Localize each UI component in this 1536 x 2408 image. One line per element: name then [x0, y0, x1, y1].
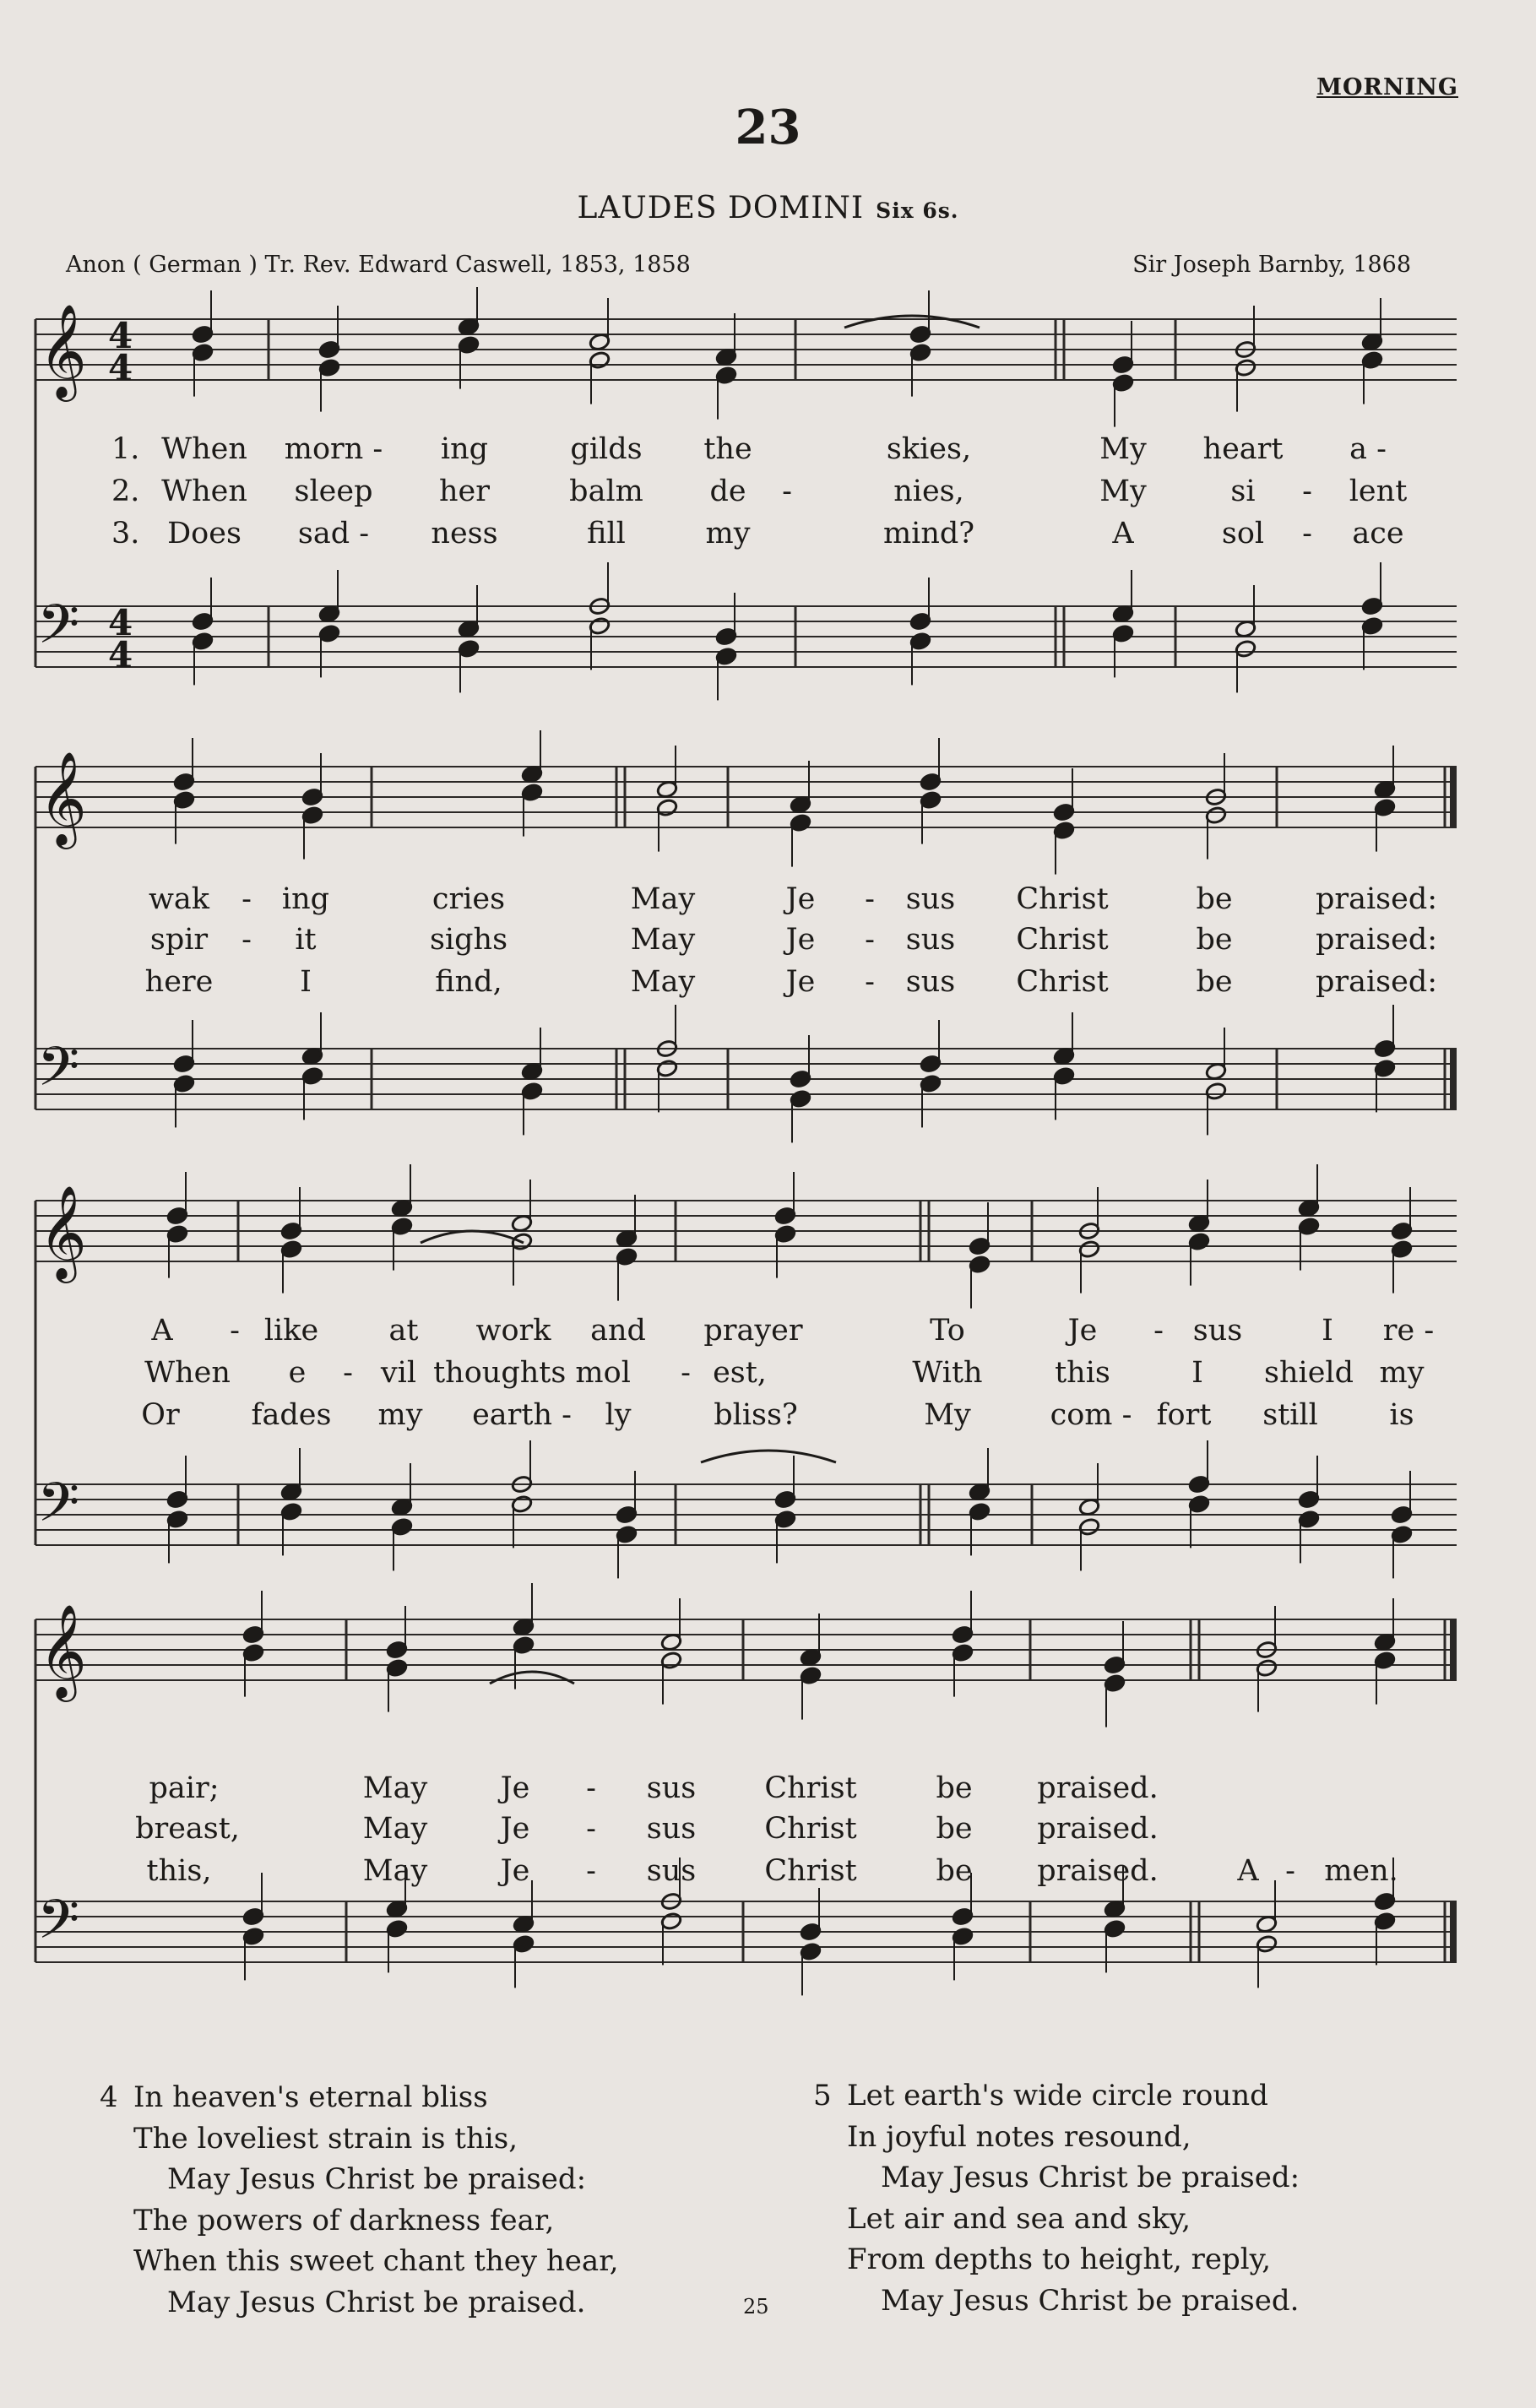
- lyric-syllable: wak: [148, 882, 210, 916]
- lyric-syllable: -: [242, 882, 252, 916]
- bass-clef-icon: 𝄢: [37, 1036, 80, 1112]
- lyric-syllable: Je: [785, 923, 816, 957]
- lyric-syllable: work: [475, 1314, 551, 1348]
- lyric-syllable: ace: [1352, 517, 1404, 550]
- treble-time-signature-bottom: 4: [108, 347, 133, 388]
- lyric-syllable: be: [936, 1771, 973, 1805]
- lyric-syllable: find,: [435, 965, 502, 999]
- lyric-syllable: Je: [785, 965, 816, 999]
- lyric-syllable: and: [590, 1314, 646, 1348]
- lyric-syllable: skies,: [886, 432, 972, 466]
- treble-clef-icon: 𝄞: [39, 1185, 87, 1279]
- lyric-syllable: sad -: [297, 517, 370, 550]
- lyric-syllable: sus: [905, 965, 956, 999]
- lyric-syllable: Christ: [1016, 923, 1109, 957]
- stanza-number: 4: [100, 2080, 118, 2114]
- stanza-line: May Jesus Christ be praised:: [881, 2161, 1300, 2194]
- stanza-line: May Jesus Christ be praised.: [167, 2285, 586, 2319]
- lyric-syllable: -: [586, 1812, 596, 1846]
- section-heading: MORNING: [1316, 74, 1458, 100]
- lyric-syllable: ing: [440, 432, 489, 466]
- bass-clef-icon: 𝄢: [37, 1472, 80, 1548]
- tie-slur: [421, 1231, 524, 1243]
- music-credit: Sir Joseph Barnby, 1868: [1132, 252, 1411, 278]
- lyric-syllable: shield: [1263, 1356, 1354, 1390]
- lyric-syllable: ly: [605, 1398, 632, 1432]
- lyric-syllable: Je: [785, 882, 816, 916]
- stanza-5: [813, 2075, 1300, 2321]
- lyric-syllable: morn -: [284, 432, 383, 466]
- lyric-syllable: lent: [1349, 475, 1408, 508]
- lyric-syllable: Je: [500, 1771, 530, 1805]
- lyric-syllable: A: [1112, 517, 1134, 550]
- lyric-syllable: mind?: [882, 517, 975, 550]
- lyric-syllable: Christ: [764, 1812, 857, 1846]
- tie-slur: [490, 1672, 574, 1684]
- lyric-syllable: be: [936, 1854, 973, 1888]
- page-number: 25: [743, 2295, 769, 2319]
- words-credit: Anon ( German ) Tr. Rev. Edward Caswell, 1853, 1858: [66, 252, 691, 278]
- lyric-syllable: be: [936, 1812, 973, 1846]
- lyric-syllable: still: [1262, 1398, 1318, 1432]
- lyric-syllable: With: [912, 1356, 983, 1390]
- lyric-syllable: de: [709, 475, 746, 508]
- final-bar-line: [1450, 1619, 1457, 1680]
- lyric-syllable: sus: [905, 923, 956, 957]
- stanza-line: The loveliest strain is this,: [133, 2121, 518, 2156]
- lyric-syllable: -: [1302, 475, 1312, 508]
- lyric-syllable: Or: [141, 1398, 180, 1432]
- verse-number: 1.: [111, 432, 140, 466]
- lyric-syllable: praised.: [1037, 1854, 1159, 1888]
- treble-clef-icon: 𝄞: [39, 1603, 87, 1698]
- lyric-syllable: pair;: [149, 1771, 220, 1805]
- lyric-syllable: praised:: [1315, 923, 1438, 957]
- lyric-syllable: bliss?: [714, 1398, 798, 1432]
- lyric-syllable: May: [630, 882, 696, 916]
- lyric-syllable: To: [930, 1314, 965, 1348]
- stanza-line: May Jesus Christ be praised.: [881, 2283, 1300, 2318]
- lyric-syllable: praised:: [1315, 882, 1438, 916]
- lyric-syllable: cries: [431, 882, 506, 916]
- treble-clef-icon: 𝄞: [39, 751, 87, 845]
- lyric-syllable: here: [144, 965, 214, 999]
- lyric-syllable: prayer: [703, 1314, 803, 1348]
- lyric-syllable: Je: [500, 1854, 530, 1888]
- lyric-syllable: -: [865, 923, 875, 957]
- tie-slur: [844, 316, 980, 328]
- lyric-syllable: praised:: [1315, 965, 1438, 999]
- stanza-number: 5: [813, 2079, 832, 2112]
- lyric-syllable: heart: [1202, 432, 1284, 466]
- lyric-syllable: breast,: [135, 1812, 240, 1846]
- lyric-syllable: -: [1302, 517, 1312, 550]
- lyric-syllable: -: [586, 1771, 596, 1805]
- lyric-syllable: my: [705, 517, 751, 550]
- tune-name: LAUDES DOMINI: [577, 191, 865, 225]
- tune-heading: [0, 191, 1536, 225]
- lyric-syllable: si: [1230, 475, 1256, 508]
- lyric-syllable: -: [865, 882, 875, 916]
- bass-time-signature-top: 4: [108, 602, 133, 643]
- lyric-syllable: sus: [646, 1812, 697, 1846]
- lyric-syllable: fill: [587, 517, 626, 550]
- lyric-syllable: When: [161, 432, 247, 466]
- lyric-syllable: -: [865, 965, 875, 999]
- lyric-syllable: A: [151, 1314, 173, 1348]
- lyric-syllable: e: [288, 1356, 307, 1390]
- lyric-syllable: When: [144, 1356, 231, 1390]
- lyric-syllable: spir: [149, 923, 209, 957]
- lyric-syllable: my: [377, 1398, 423, 1432]
- lyric-syllable: praised.: [1037, 1812, 1159, 1846]
- stanza-line: May Jesus Christ be praised:: [167, 2162, 587, 2196]
- meter: Six 6s.: [876, 198, 959, 223]
- lyric-syllable: com -: [1050, 1398, 1132, 1432]
- lyric-syllable: is: [1389, 1398, 1414, 1432]
- stanza-4: [100, 2077, 619, 2323]
- lyric-syllable: gilds: [570, 432, 643, 466]
- lyric-syllable: nies,: [893, 475, 964, 508]
- lyric-syllable: a -: [1349, 432, 1387, 466]
- stanza-line: In heaven's eternal bliss: [133, 2080, 488, 2114]
- treble-clef-icon: 𝄞: [39, 303, 87, 398]
- tie-slur: [701, 1451, 836, 1462]
- stanza-line: When this sweet chant they hear,: [133, 2244, 619, 2278]
- verse-number: 3.: [111, 517, 140, 550]
- lyric-syllable: sol: [1221, 517, 1265, 550]
- lyric-syllable: vil: [380, 1356, 417, 1390]
- lyric-syllable: est,: [713, 1356, 767, 1390]
- lyric-syllable: praised.: [1037, 1771, 1159, 1805]
- lyric-syllable: My: [1099, 475, 1147, 508]
- lyric-syllable: sleep: [294, 475, 373, 508]
- verse-number: 2.: [111, 475, 140, 508]
- lyric-syllable: Does: [167, 517, 242, 550]
- lyric-syllable: May: [630, 923, 696, 957]
- lyric-syllable: sus: [646, 1771, 697, 1805]
- lyric-syllable: May: [362, 1771, 428, 1805]
- lyric-syllable: Christ: [1016, 882, 1109, 916]
- lyric-syllable: -: [1153, 1314, 1164, 1348]
- lyric-syllable: my: [1379, 1356, 1425, 1390]
- lyric-syllable: Je: [500, 1812, 530, 1846]
- bass-clef-icon: 𝄢: [37, 594, 80, 670]
- lyric-syllable: sus: [1192, 1314, 1243, 1348]
- lyric-syllable: -: [242, 923, 252, 957]
- bass-time-signature-bottom: 4: [108, 634, 133, 675]
- lyric-syllable: at: [388, 1314, 419, 1348]
- lyric-syllable: her: [439, 475, 490, 508]
- lyric-syllable: My: [1099, 432, 1147, 466]
- lyric-syllable: sus: [905, 882, 956, 916]
- lyric-syllable: ness: [431, 517, 498, 550]
- lyric-syllable: be: [1196, 882, 1233, 916]
- lyric-syllable: be: [1196, 965, 1233, 999]
- final-bar-line: [1450, 1901, 1457, 1962]
- lyric-syllable: this,: [146, 1854, 212, 1888]
- lyric-syllable: earth -: [472, 1398, 572, 1432]
- lyric-syllable: fort: [1156, 1398, 1212, 1432]
- lyric-syllable: like: [263, 1314, 319, 1348]
- lyric-syllable: I: [1322, 1314, 1333, 1348]
- final-bar-line: [1450, 767, 1457, 827]
- lyric-syllable: -: [1285, 1854, 1295, 1888]
- lyric-syllable: -: [343, 1356, 353, 1390]
- lyric-syllable: Christ: [1016, 965, 1109, 999]
- lyric-syllable: May: [362, 1854, 428, 1888]
- lyric-syllable: A: [1237, 1854, 1259, 1888]
- stanza-line: From depths to height, reply,: [847, 2243, 1272, 2276]
- lyric-syllable: I: [300, 965, 312, 999]
- lyric-syllable: it: [295, 923, 317, 957]
- lyric-syllable: May: [630, 965, 696, 999]
- stanza-line: Let air and sea and sky,: [847, 2201, 1191, 2236]
- lyric-syllable: be: [1196, 923, 1233, 957]
- lyric-syllable: Christ: [764, 1854, 857, 1888]
- lyric-syllable: the: [703, 432, 752, 466]
- lyric-syllable: Je: [1067, 1314, 1098, 1348]
- lyric-syllable: When: [161, 475, 247, 508]
- bass-clef-icon: 𝄢: [37, 1889, 80, 1965]
- final-bar-line: [1450, 1049, 1457, 1109]
- lyric-syllable: -: [230, 1314, 240, 1348]
- lyric-syllable: I: [1191, 1356, 1203, 1390]
- lyric-syllable: sighs: [429, 923, 508, 957]
- lyric-syllable: -: [586, 1854, 596, 1888]
- lyric-syllable: My: [924, 1398, 971, 1432]
- stanza-line: In joyful notes resound,: [847, 2119, 1191, 2154]
- hymn-number: 23: [735, 100, 801, 155]
- lyric-syllable: May: [362, 1812, 428, 1846]
- lyric-syllable: balm: [569, 475, 643, 508]
- lyric-syllable: re -: [1382, 1314, 1435, 1348]
- lyric-syllable: thoughts mol: [433, 1356, 631, 1390]
- lyric-syllable: this: [1055, 1356, 1110, 1390]
- lyric-syllable: ing: [281, 882, 330, 916]
- treble-time-signature-top: 4: [108, 315, 133, 356]
- stanza-line: Let earth's wide circle round: [847, 2079, 1268, 2112]
- lyric-syllable: -: [782, 475, 792, 508]
- lyric-syllable: men.: [1324, 1854, 1398, 1888]
- lyric-syllable: fades: [251, 1398, 332, 1432]
- stanza-line: The powers of darkness fear,: [133, 2203, 555, 2237]
- lyric-syllable: Christ: [764, 1771, 857, 1805]
- lyric-syllable: -: [681, 1356, 691, 1390]
- lyric-syllable: sus: [646, 1854, 697, 1888]
